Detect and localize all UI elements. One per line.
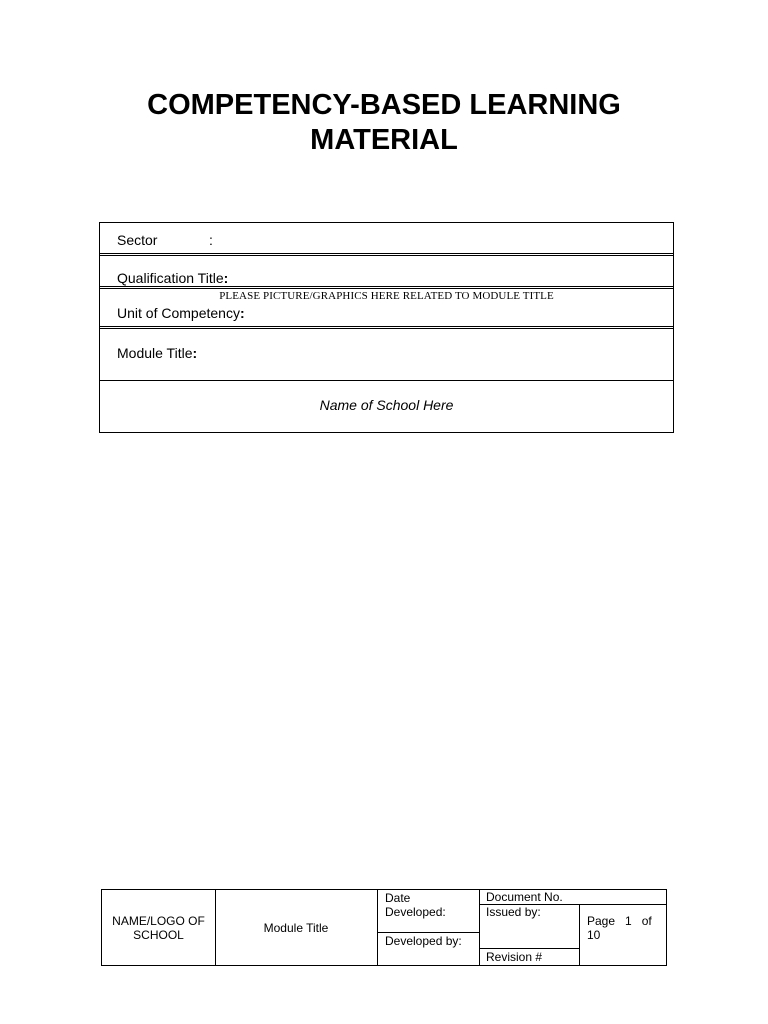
cell-divider: [579, 904, 580, 966]
sector-label: Sector: [117, 232, 158, 248]
document-number-label: Document No.: [486, 890, 563, 904]
row-divider: [100, 286, 673, 289]
page-number: Page 1 of 10: [587, 914, 652, 942]
revision-label: Revision #: [486, 950, 543, 964]
document-title: [0, 88, 768, 158]
date-developed-label: Date Developed:: [385, 891, 446, 919]
picture-placeholder-note: PLEASE PICTURE/GRAPHICS HERE RELATED TO MODULE TITLE: [219, 290, 554, 302]
cell-divider: [479, 948, 580, 949]
document-title-line-1: COMPETENCY-BASED LEARNING: [147, 89, 621, 121]
cell-divider: [377, 932, 479, 933]
document-title-line-2: MATERIAL: [310, 124, 458, 156]
developed-by-label: Developed by:: [385, 934, 462, 948]
issued-by-label: Issued by:: [486, 905, 541, 919]
column-divider: [377, 890, 378, 965]
footer-module-title: Module Title: [263, 921, 329, 935]
column-divider: [479, 890, 480, 965]
row-divider: [100, 253, 673, 256]
module-info-table: [99, 222, 674, 433]
school-name: Name of School Here: [319, 397, 454, 413]
unit-of-competency-label: Unit of Competency:: [117, 305, 245, 321]
module-title-label: Module Title:: [117, 345, 198, 361]
qualification-title-label: Qualification Title:: [117, 270, 229, 286]
school-logo-placeholder: NAME/LOGO OF SCHOOL: [112, 914, 205, 942]
document-footer-table: [101, 889, 667, 966]
row-divider: [100, 326, 673, 329]
row-divider: [100, 380, 673, 381]
sector-colon: :: [209, 232, 213, 248]
